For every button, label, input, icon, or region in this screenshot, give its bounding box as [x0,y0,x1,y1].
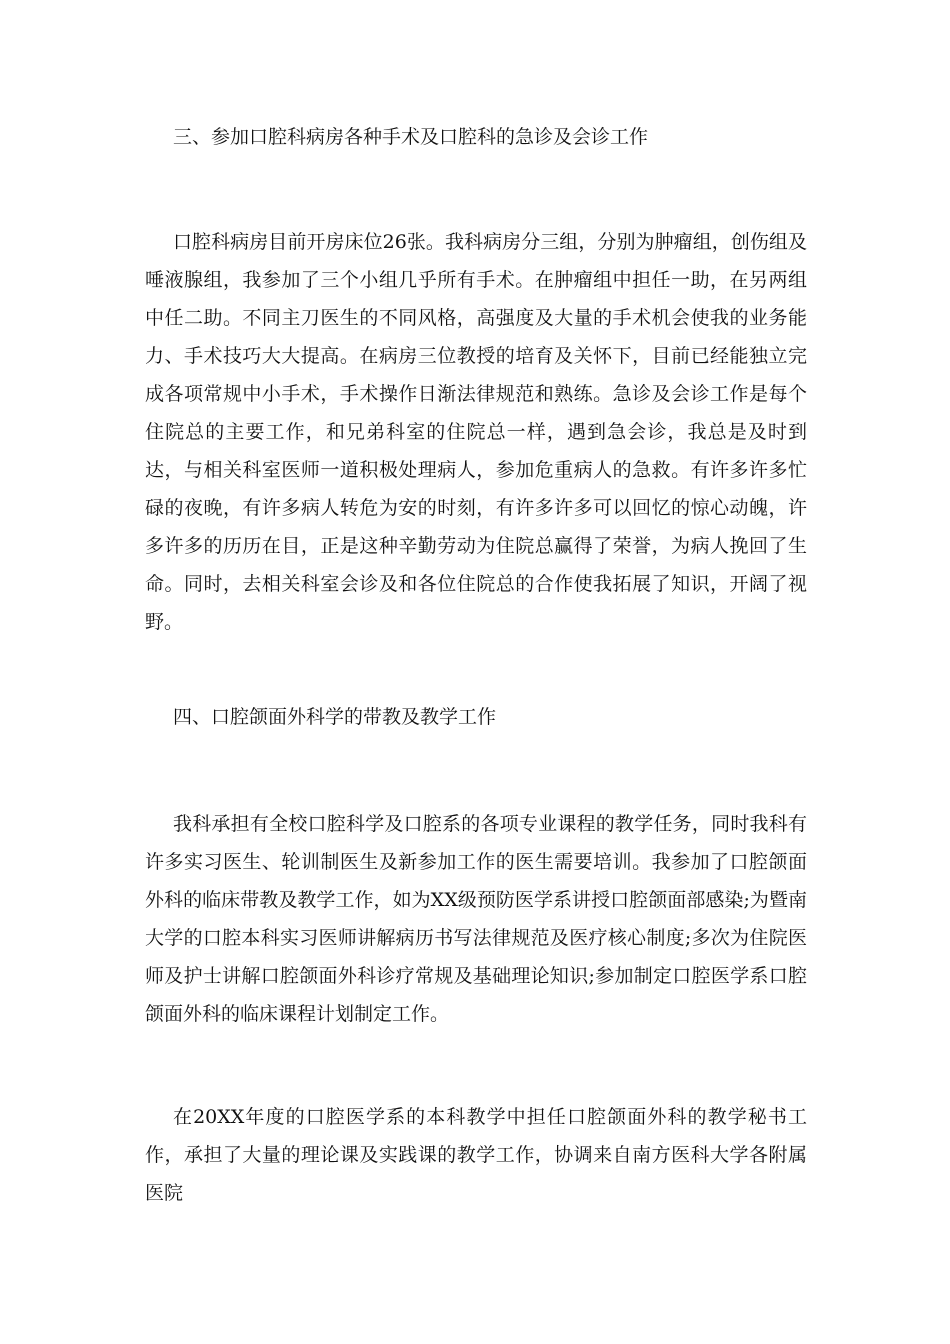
section-heading-3: 三、参加口腔科病房各种手术及口腔科的急诊及会诊工作 [173,126,649,148]
section-heading-4: 四、口腔颌面外科学的带教及教学工作 [173,706,497,728]
paragraph-teaching-secretary: 在20XX年度的口腔医学系的本科教学中担任口腔颌面外科的教学秘书工作，承担了大量的理论课及实践课的教学工作，协调来自南方医科大学各附属医院 [145,1106,807,1204]
paragraph-ward-surgery: 口腔科病房目前开房床位26张。我科病房分三组，分别为肿瘤组，创伤组及唾液腺组，我参加了三个小组几乎所有手术。在肿瘤组中担任一助，在另两组中任二助。不同主刀医生的不同风格，高强度及大量的手术机会使我的业务能力、手术技巧大大提高。在病房三位教授的培育及关怀下，目前已经能独立完成各项常规中小手术，手术操作日渐法律规范和熟练。急诊及会诊工作是每个住院总的主要工作，和兄弟科室的住院总一样，遇到急会诊，我总是及时到达，与相关科室医师一道积极处理病人，参加危重病人的急救。有许多许多忙碌的夜晚，有许多病人转危为安的时刻，有许多许多可以回忆的惊心动魄，许多许多的历历在目，正是这种辛勤劳动为住院总赢得了荣誉，为病人挽回了生命。同时，去相关科室会诊及和各位住院总的合作使我拓展了知识，开阔了视野。 [145,231,807,633]
paragraph-teaching-duties: 我科承担有全校口腔科学及口腔系的各项专业课程的教学任务，同时我科有许多实习医生、轮训制医生及新参加工作的医生需要培训。我参加了口腔颌面外科的临床带教及教学工作，如为XX级预防医学系讲授口腔颌面部感染;为暨南大学的口腔本科实习医师讲解病历书写法律规范及医疗核心制度;多次为住院医师及护士讲解口腔颌面外科诊疗常规及基础理论知识;参加制定口腔医学系口腔颌面外科的临床课程计划制定工作。 [145,813,807,1025]
